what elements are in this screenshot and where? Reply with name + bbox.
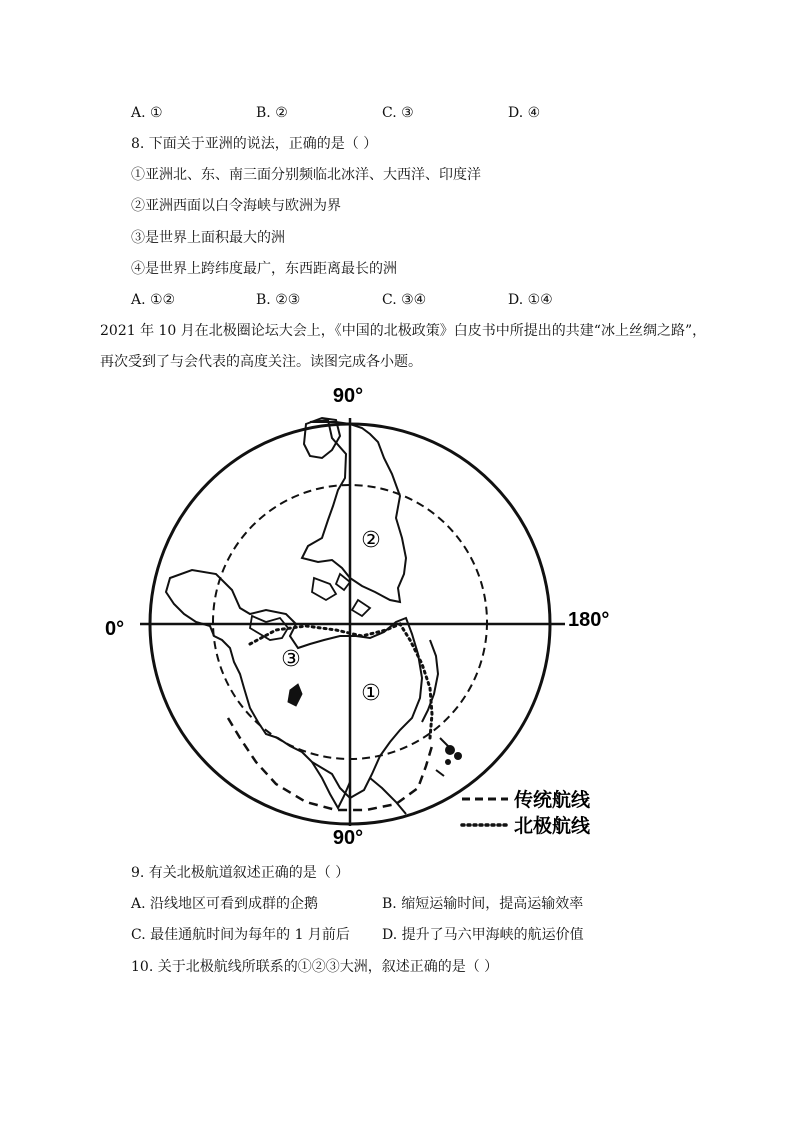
intro-line-1: 2021 年 10 月在北极圈论坛大会上，《中国的北极政策》白皮书中所提出的共建“冰上丝绸之路”，	[100, 323, 707, 339]
legend-traditional-label: 传统航线	[514, 789, 591, 811]
inland-sea	[288, 684, 302, 706]
q8-option-d: D. ①④	[508, 292, 553, 308]
q9-option-b: B. 缩短运输时间，提高运输效率	[382, 896, 584, 912]
arctic-route	[250, 624, 432, 738]
q8-statement-4: ④是世界上跨纬度最广，东西距离最长的洲	[131, 261, 397, 277]
traditional-route	[228, 718, 432, 810]
q8-option-c: C. ③④	[382, 292, 427, 308]
island-cluster-3	[445, 759, 451, 765]
label-90-bottom: 90°	[332, 827, 364, 848]
q7-option-b: B. ②	[256, 105, 288, 121]
region-3-label: ③	[281, 646, 301, 671]
continent-north-america	[302, 420, 406, 602]
label-0: 0°	[105, 618, 125, 640]
q9-stem: 9. 有关北极航道叙述正确的是（ ）	[131, 865, 350, 881]
legend-arctic-label: 北极航线	[514, 815, 591, 837]
arctic-islands	[312, 574, 370, 616]
q10-stem: 10. 关于北极航线所联系的①②③大洲，叙述正确的是（ ）	[131, 959, 499, 975]
q8-option-a: A. ①②	[131, 292, 176, 308]
island-cluster-1	[445, 745, 455, 755]
continent-eurasia	[166, 570, 422, 798]
q7-option-a: A. ①	[131, 105, 163, 121]
q8-statement-1: ①亚洲北、东、南三面分别频临北冰洋、大西洋、印度洋	[131, 167, 481, 183]
region-1-label: ①	[361, 680, 381, 705]
arctic-polar-map	[100, 378, 620, 848]
q7-option-d: D. ④	[508, 105, 541, 121]
q8-option-b: B. ②③	[256, 292, 301, 308]
label-90-top: 90°	[332, 385, 364, 407]
q8-stem: 8. 下面关于亚洲的说法，正确的是（ ）	[131, 136, 378, 152]
q9-option-c: C. 最佳通航时间为每年的 1 月前后	[131, 927, 350, 943]
intro-line-2: 再次受到了与会代表的高度关注。读图完成各小题。	[100, 354, 422, 370]
q9-option-a: A. 沿线地区可看到成群的企鹅	[131, 896, 319, 912]
island-cluster-2	[454, 752, 462, 760]
q8-statement-2: ②亚洲西面以白令海峡与欧洲为界	[131, 198, 341, 214]
label-180: 180°	[568, 609, 610, 631]
q7-option-c: C. ③	[382, 105, 414, 121]
region-2-label: ②	[361, 527, 381, 552]
east-asian-islands	[422, 640, 452, 776]
q8-statement-3: ③是世界上面积最大的洲	[131, 230, 285, 246]
q9-option-d: D. 提升了马六甲海峡的航运价值	[382, 927, 584, 943]
